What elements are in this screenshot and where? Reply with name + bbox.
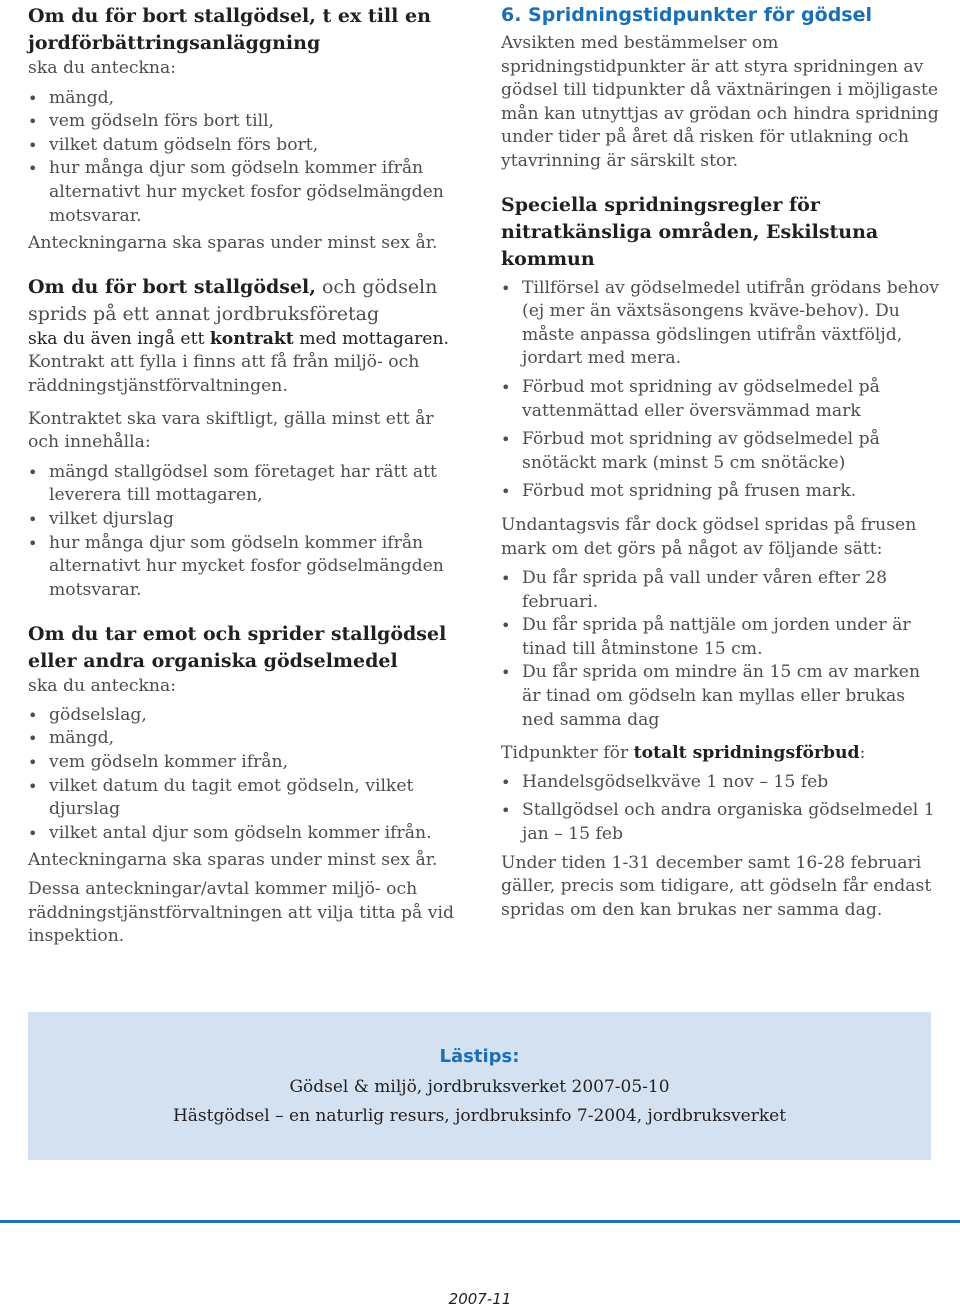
- contract-paragraph: [28, 328, 468, 352]
- heading-rest-part: och gödseln sprids på ett annat jordbruksföretag: [28, 275, 438, 325]
- list-item: • vem gödseln förs bort till,: [28, 110, 468, 134]
- right-column: [501, 0, 941, 922]
- receive-list: [28, 704, 468, 846]
- footer-date: 2007-11: [448, 1290, 512, 1308]
- list-item: • Handelsgödselkväve 1 nov – 15 feb: [501, 771, 941, 795]
- footer-divider: [0, 1220, 960, 1223]
- section-heading-rules: Speciella spridningsregler för nitratkänsliga områden, Eskilstuna kommun: [501, 193, 879, 270]
- list-item: • Du får sprida på nattjäle om jorden under är tinad till åtminstone 15 cm.: [501, 614, 941, 661]
- list-item: • Stallgödsel och andra organiska gödselmedel 1 jan – 15 feb: [501, 799, 941, 846]
- section-heading-contract: [28, 274, 468, 328]
- exceptions-list: [501, 567, 941, 732]
- rules-list: [501, 277, 941, 504]
- reading-tips-box: [28, 1012, 931, 1160]
- total-ban-bold: totalt spridningsförbud: [633, 743, 860, 764]
- list-item: • vilket antal djur som gödseln kommer ifrån.: [28, 822, 468, 846]
- inspection-note: Dessa anteckningar/avtal kommer miljö- och räddningstjänstförvaltningen att vilja titta på vid inspektion.: [28, 879, 454, 947]
- section-heading-removal: Om du för bort stallgödsel, t ex till en jordförbättringsanläggning: [28, 5, 431, 54]
- heading-bold-part: Om du för bort stallgödsel,: [28, 275, 316, 298]
- timing-paragraph: Avsikten med bestämmelser om spridningstidpunkter är att styra spridningen av gödsel till tidpunkter då växtnäringen i möjligaste mån kan utnyttjas av grödan och hindra spridning under tider på året då risken för utlakning och ytavrinning är särskilt stor.: [501, 33, 939, 171]
- list-item: • vem gödseln kommer ifrån,: [28, 751, 468, 775]
- list-item: • Tillförsel av gödselmedel utifrån grödans behov (ej mer än växtsäsongens kväve-behov). Du måste anpassa gödslingen utifrån växtföljd, jordart med mera.: [501, 277, 941, 371]
- list-item: • Förbud mot spridning av gödselmedel på snötäckt mark (minst 5 cm snötäcke): [501, 428, 941, 475]
- retention-note: Anteckningarna ska sparas under minst sex år.: [28, 850, 438, 871]
- reading-tip-1: Gödsel & miljö, jordbruksverket 2007-05-10: [289, 1077, 670, 1097]
- list-item: • mängd,: [28, 87, 468, 111]
- section-intro: ska du anteckna:: [28, 58, 177, 78]
- total-ban-list: [501, 771, 941, 847]
- text-part: :: [859, 743, 866, 764]
- list-item: • gödselslag,: [28, 704, 468, 728]
- text-part: Tidpunkter för: [501, 743, 634, 764]
- list-item: • hur många djur som gödseln kommer ifrån alternativt hur mycket fosfor gödselmängden motsvarar.: [28, 532, 468, 603]
- december-note: Under tiden 1-31 december samt 16-28 februari gäller, precis som tidigare, att gödseln får endast spridas om den kan brukas ner samma dag.: [501, 852, 932, 920]
- list-item: • vilket datum du tagit emot gödseln, vilket djurslag: [28, 775, 468, 822]
- contract-bold: kontrakt: [209, 328, 294, 349]
- removal-list: [28, 87, 468, 229]
- list-item: • vilket datum gödseln förs bort,: [28, 134, 468, 158]
- exceptions-intro: Undantagsvis får dock gödsel spridas på frusen mark om det görs på något av följande sätt:: [501, 514, 917, 559]
- text-part: med mottagaren.: [293, 328, 450, 349]
- list-item: • Förbud mot spridning på frusen mark.: [501, 480, 941, 504]
- list-item: • mängd stallgödsel som företaget har rätt att leverera till mottagaren,: [28, 461, 468, 508]
- section-intro: ska du anteckna:: [28, 676, 177, 697]
- list-item: • hur många djur som gödseln kommer ifrån alternativt hur mycket fosfor gödselmängden motsvarar.: [28, 157, 468, 228]
- contract-requirements: Kontraktet ska vara skiftligt, gälla minst ett år och innehålla:: [28, 408, 434, 453]
- text-part: ska du även ingå ett: [28, 328, 210, 349]
- list-item: • mängd,: [28, 727, 468, 751]
- list-item: • Du får sprida på vall under våren efter 28 februari.: [501, 567, 941, 614]
- list-item: • Förbud mot spridning av gödselmedel på vattenmättad eller översvämmad mark: [501, 376, 941, 423]
- section-heading-receive: Om du tar emot och sprider stallgödsel eller andra organiska gödselmedel: [28, 623, 447, 673]
- reading-tips-title: Lästips:: [439, 1046, 520, 1067]
- retention-note: Anteckningarna ska sparas under minst sex år.: [28, 233, 438, 254]
- left-column: [28, 0, 468, 949]
- reading-tip-2: Hästgödsel – en naturlig resurs, jordbruksinfo 7-2004, jordbruksverket: [172, 1106, 787, 1126]
- total-ban-intro: [501, 742, 941, 766]
- contract-form-note: Kontrakt att fylla i finns att få från miljö- och räddningstjänstförvaltningen.: [28, 352, 420, 396]
- section-heading-timing: 6. Spridningstidpunkter för gödsel: [501, 4, 873, 26]
- list-item: • vilket djurslag: [28, 508, 468, 532]
- contract-list: [28, 461, 468, 603]
- list-item: • Du får sprida om mindre än 15 cm av marken är tinad om gödseln kan myllas eller brukas ned samma dag: [501, 661, 941, 732]
